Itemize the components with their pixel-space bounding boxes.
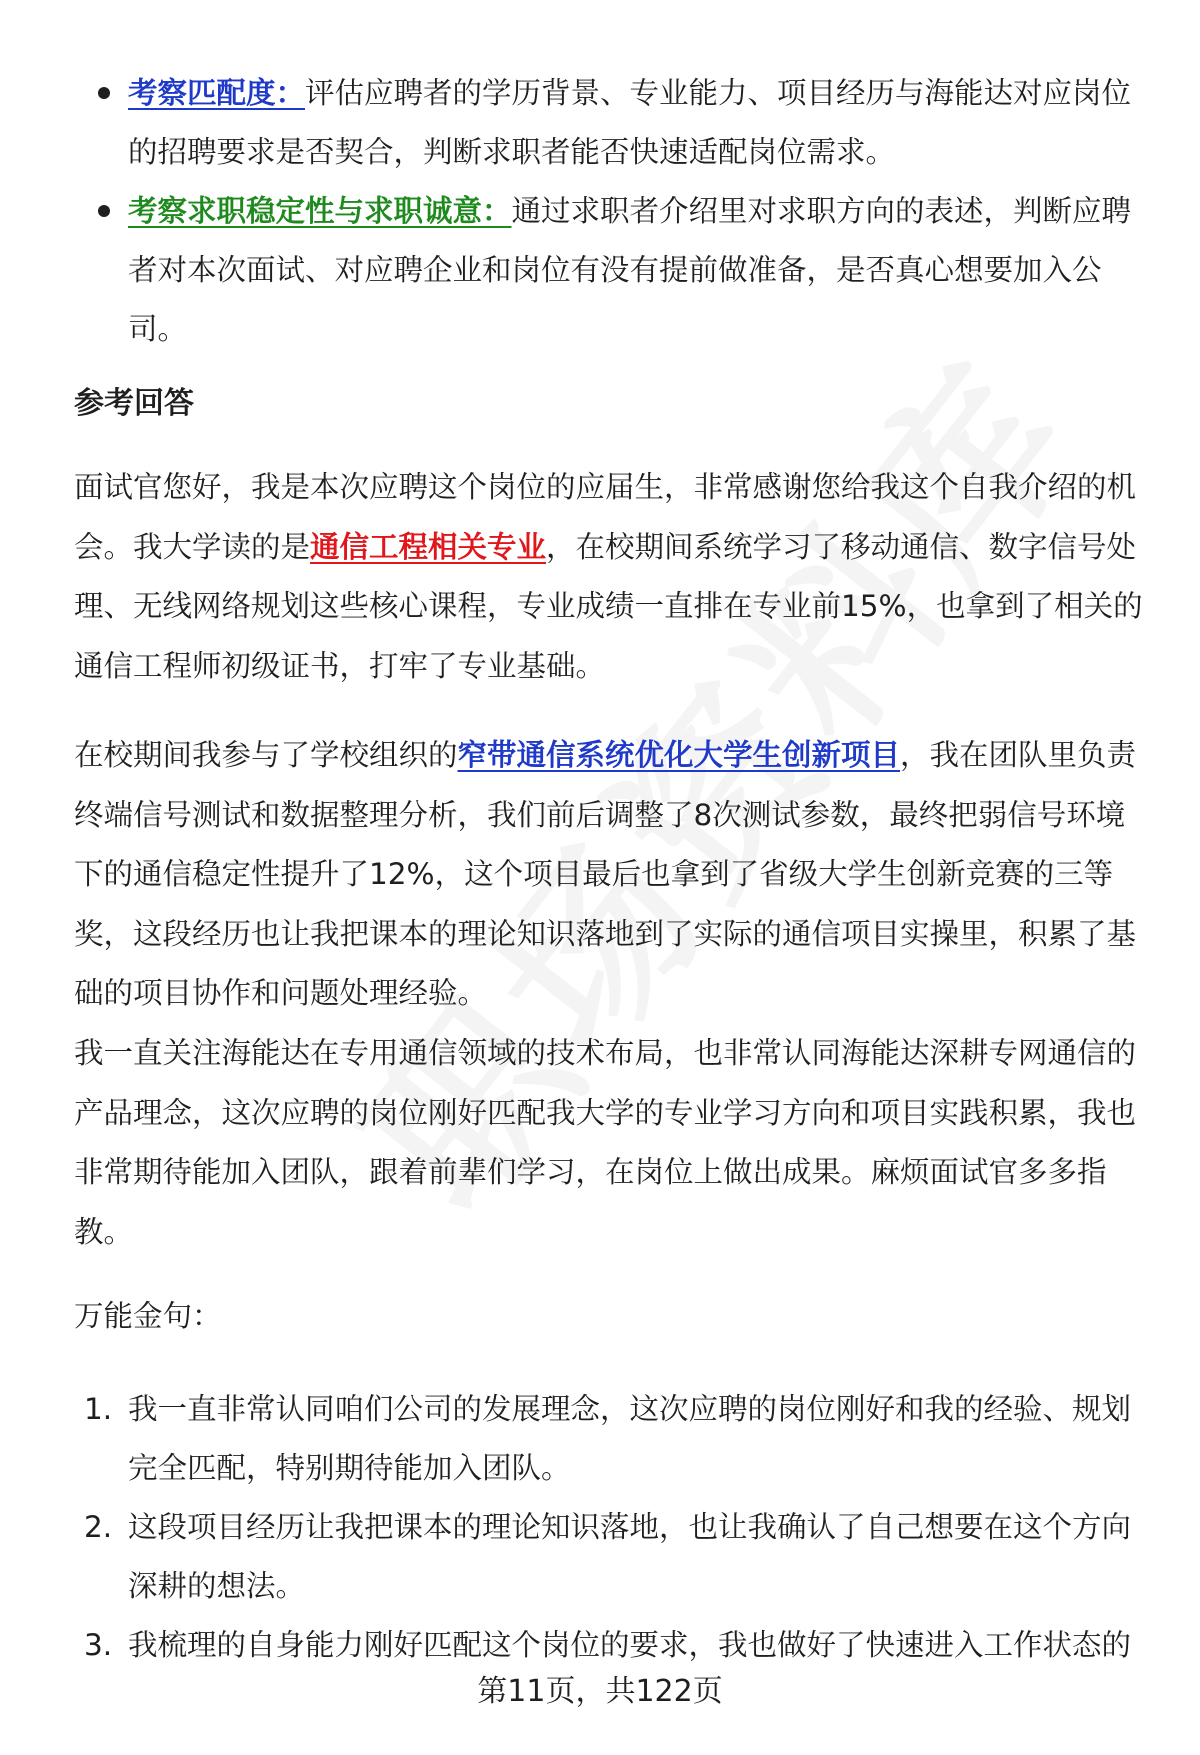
criteria-list: [74, 64, 1154, 359]
list-number: 1.: [84, 1392, 113, 1426]
golden-sentence-text: 我一直非常认同咱们公司的发展理念，这次应聘的岗位刚好和我的经验、规划完全匹配，特别期待能加入团队。: [128, 1392, 1132, 1485]
answer-p1-highlight[interactable]: 通信工程相关专业: [310, 529, 547, 564]
list-number: 3.: [84, 1628, 113, 1662]
criteria-text-stability: 通过求职者介绍里对求职方向的表述，判断应聘者对本次面试、对应聘企业和岗位有没有提前做准备，是否真心想要加入公司。: [128, 194, 1132, 346]
answer-paragraph: 我一直关注海能达在专用通信领域的技术布局，也非常认同海能达深耕专网通信的产品理念，这次应聘的岗位刚好匹配我大学的专业学习方向和项目实践积累，我也非常期待能加入团队，跟着前辈们学习，在岗位上做出成果。麻烦面试官多多指教。: [74, 1036, 1137, 1249]
answer-p2-highlight[interactable]: 窄带通信系统优化大学生创新项目: [457, 738, 901, 772]
reference-heading: 参考回答: [74, 386, 194, 421]
list-item: [74, 182, 1154, 359]
golden-sentence-text: 这段项目经历让我把课本的理论知识落地，也让我确认了自己想要在这个方向深耕的想法。: [128, 1510, 1132, 1603]
list-item: [74, 1498, 1154, 1616]
bullet-dot-icon: [98, 87, 110, 99]
answer-p1-after: ，在校期间系统学习了移动通信、数字信号处理、无线网络规划这些核心课程，专业成绩一直排在专业前15%，也拿到了相关的通信工程师初级证书，打牢了专业基础。: [74, 529, 1143, 683]
criteria-text-match: 评估应聘者的学历背景、专业能力、项目经历与海能达对应岗位的招聘要求是否契合，判断求职者能否快速适配岗位需求。: [128, 76, 1132, 169]
answer-p2-after: ，我在团队里负责终端信号测试和数据整理分析，我们前后调整了8次测试参数，最终把弱信号环境下的通信稳定性提升了12%，这个项目最后也拿到了省级大学生创新竞赛的三等奖，这段经历也让我把课本的理论知识落地到了实际的通信项目实操里，积累了基础的项目协作和问题处理经验。: [74, 738, 1137, 1010]
answer-p1-before: 面试官您好，我是本次应聘这个岗位的应届生，非常感谢您给我这个自我介绍的机会。我大学读的是: [74, 470, 1137, 564]
bullet-dot-icon: [98, 205, 110, 217]
answer-p2-before: 在校期间我参与了学校组织的: [74, 738, 458, 772]
criteria-label-stability[interactable]: 考察求职稳定性与求职诚意：: [128, 194, 512, 228]
list-item: [74, 64, 1154, 182]
page-footer: 第11页，共122页: [477, 1674, 723, 1709]
golden-sentence-text: 我梳理的自身能力刚好匹配这个岗位的要求，我也做好了快速进入工作状态的: [128, 1628, 1132, 1662]
golden-sentences-list: [74, 1380, 1154, 1675]
answer-paragraph: [74, 458, 1154, 696]
criteria-label-match[interactable]: 考察匹配度：: [128, 76, 306, 110]
list-number: 2.: [84, 1510, 113, 1544]
golden-sentences-title: 万能金句：: [74, 1299, 222, 1333]
answer-paragraph: [74, 726, 1154, 1024]
list-item: [74, 1380, 1154, 1498]
list-item: [74, 1616, 1154, 1675]
